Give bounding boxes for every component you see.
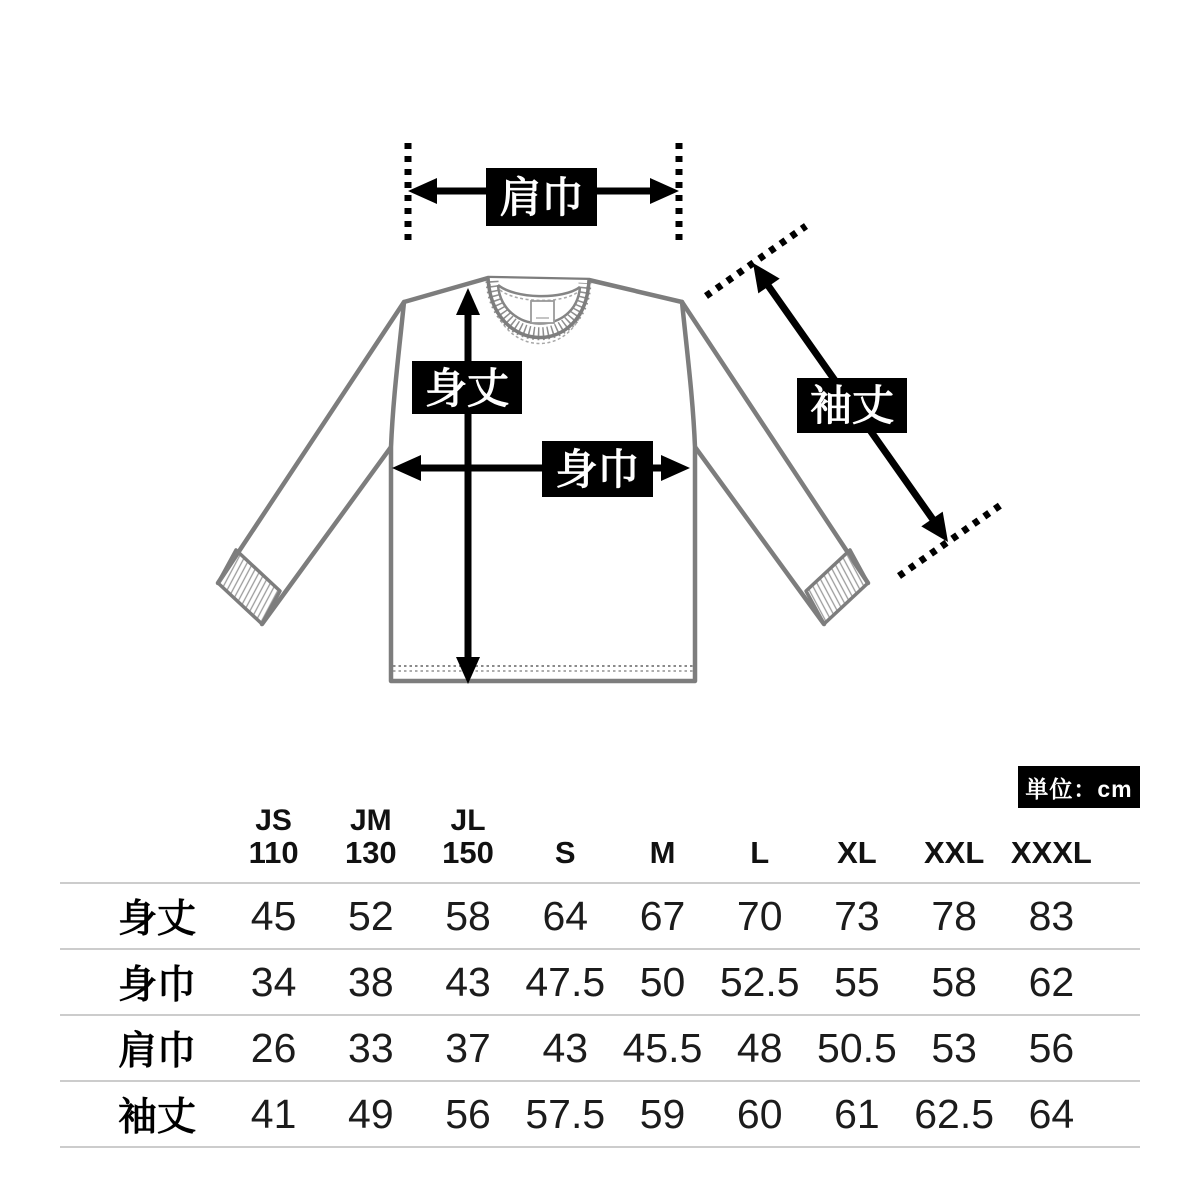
row-label: 身巾	[118, 964, 197, 1007]
measurement-value: 43	[445, 958, 491, 1005]
measurement-value: 83	[1028, 892, 1075, 939]
measurement-value: 58	[931, 958, 977, 1005]
column-header-150: JL 150	[442, 804, 494, 870]
svg-text:身丈: 身丈	[424, 365, 510, 412]
measurement-value: 60	[736, 1090, 783, 1137]
neck-tag	[531, 301, 554, 323]
measurement-value: 52	[348, 892, 394, 939]
measurement-value: 73	[834, 892, 880, 939]
left-sleeve	[218, 302, 404, 624]
row-label: 身丈	[118, 898, 197, 941]
measurement-value: 78	[931, 892, 977, 939]
measurement-value: 49	[348, 1090, 394, 1137]
column-header-xxl: XXL	[924, 835, 985, 870]
measurement-value: 70	[736, 892, 783, 939]
measurement-value: 47.5	[525, 958, 606, 1005]
measurement-value: 61	[834, 1090, 880, 1137]
column-header-m: M	[649, 835, 676, 870]
measurement-value: 62.5	[914, 1090, 995, 1137]
measurement-value: 62	[1028, 958, 1075, 1005]
svg-text:身巾: 身巾	[555, 446, 640, 493]
size-chart-body	[60, 884, 1140, 1148]
measurement-value: 64	[542, 892, 589, 939]
svg-text:袖丈: 袖丈	[809, 382, 895, 429]
measurement-value: 48	[736, 1024, 783, 1071]
measurement-value: 45	[250, 892, 297, 939]
sleeve-length-label	[797, 378, 907, 433]
table-row-1	[60, 950, 1140, 1016]
measurement-value: 50.5	[817, 1024, 897, 1071]
body-length-label	[412, 361, 522, 414]
measurement-value: 41	[250, 1090, 297, 1137]
size-chart-table	[60, 796, 1140, 1148]
measurement-value: 26	[250, 1024, 297, 1071]
measurement-value: 58	[445, 892, 491, 939]
table-row-2	[60, 1016, 1140, 1082]
row-label: 肩巾	[118, 1030, 197, 1073]
column-header-110: JS 110	[248, 804, 299, 870]
body-width-label	[542, 441, 653, 497]
measurement-value: 67	[639, 892, 686, 939]
measurement-value: 50	[639, 958, 686, 1005]
column-header-s: S	[554, 835, 576, 870]
measurement-value: 43	[542, 1024, 589, 1071]
measurement-value: 64	[1028, 1090, 1075, 1137]
measurement-value: 56	[1028, 1024, 1075, 1071]
measurement-value: 34	[250, 958, 297, 1005]
measurement-value: 52.5	[719, 958, 800, 1005]
measurement-value: 56	[445, 1090, 491, 1137]
measurement-value: 57.5	[525, 1090, 606, 1137]
measurement-value: 33	[348, 1024, 394, 1071]
column-header-130: JM 130	[344, 804, 397, 870]
measurement-value: 55	[834, 958, 880, 1005]
row-label: 袖丈	[118, 1096, 197, 1139]
measurement-value: 59	[639, 1090, 686, 1137]
measurement-value: 45.5	[622, 1024, 703, 1071]
unit-badge: 単位：cm	[1018, 766, 1140, 808]
column-header-xl: XL	[837, 835, 877, 870]
right-sleeve	[682, 302, 868, 624]
column-header-l: L	[750, 835, 770, 870]
table-row-3	[60, 1082, 1140, 1148]
table-row-0	[60, 884, 1140, 950]
measurement-value: 53	[931, 1024, 977, 1071]
size-chart-header-row	[60, 796, 1140, 884]
column-header-xxxl: XXXL	[1010, 835, 1092, 870]
measurement-value: 37	[445, 1024, 491, 1071]
svg-text:肩巾: 肩巾	[499, 174, 584, 221]
measurement-value: 38	[348, 958, 394, 1005]
shoulder-width-label	[486, 168, 597, 226]
